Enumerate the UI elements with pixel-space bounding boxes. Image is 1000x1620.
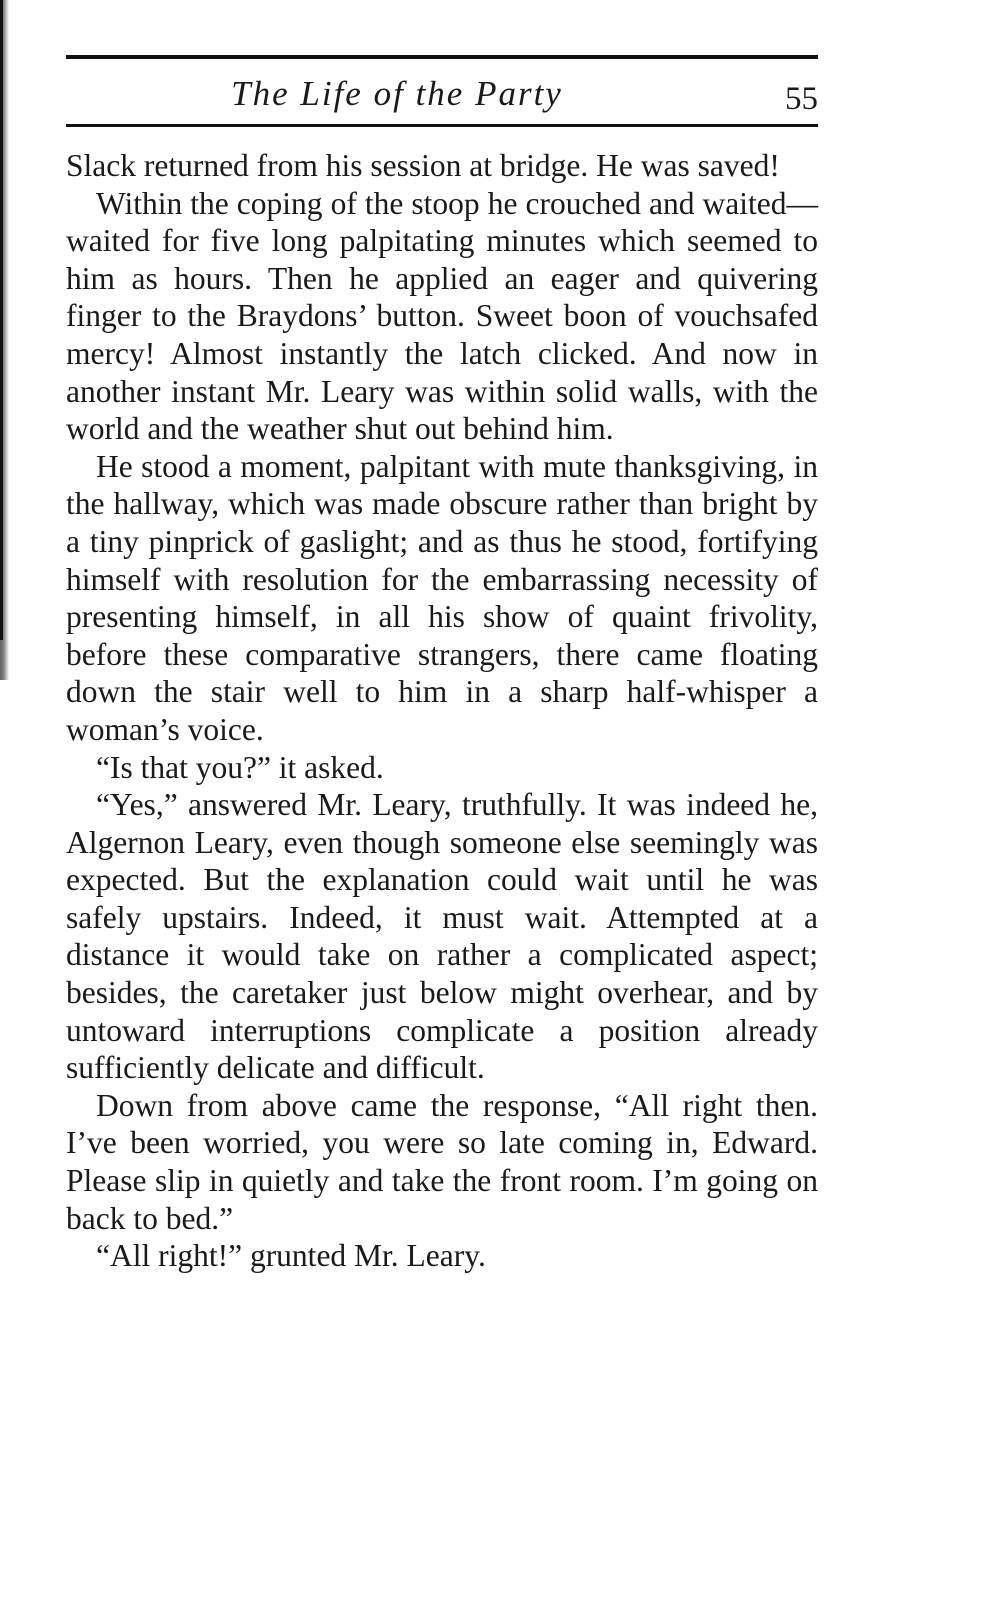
header-bottom-rule <box>66 124 818 127</box>
running-title: The Life of the Party <box>231 74 563 113</box>
paragraph: Slack returned from his session at bridge. He was saved! <box>66 148 780 183</box>
page-number: 55 <box>785 81 818 117</box>
paragraph: He stood a moment, palpitant with mute thanksgiving, in the hallway, which was made obscure rather than bright by a tiny pinprick of gaslight; and as thus he stood, fortifying himself with resolution for the embarrassing necessity of presenting himself, in all his show of quaint frivolity, before these comparative strangers, there came floating down the stair well to him in a sharp half-whisper a woman’s voice. <box>66 448 818 747</box>
paragraph: Down from above came the response, “All right then. I’ve been worried, you were so late coming in, Edward. Please slip in quietly and take the front room. I’m going on back to bed.” <box>66 1087 818 1236</box>
paragraph: “Is that you?” it asked. <box>96 749 384 785</box>
page-header <box>66 59 818 124</box>
paragraph: “Yes,” answered Mr. Leary, truthfully. It was indeed he, Algernon Leary, even though someone else seemingly was expected. But the explanation could wait until he was safely upstairs. Indeed, it must wait. Attempted at a distance it would take on rather a complicated aspect; besides, the caretaker just below might overhear, and by untoward interruptions complicate a position already sufficiently delicate and difficult. <box>66 787 818 1086</box>
book-spine-edge <box>0 0 3 640</box>
paragraph: Within the coping of the stoop he crouched and waited—waited for five long palpitating minutes which seemed to him as hours. Then he applied an eager and quivering finger to the Braydons’ button. Sweet boon of vouchsafed mercy! Almost instantly the latch clicked. And now in another instant Mr. Leary was within solid walls, with the world and the weather shut out behind him. <box>66 185 818 447</box>
body-text <box>66 147 818 1275</box>
paragraph: “All right!” grunted Mr. Leary. <box>96 1238 486 1274</box>
book-page <box>66 55 818 1275</box>
